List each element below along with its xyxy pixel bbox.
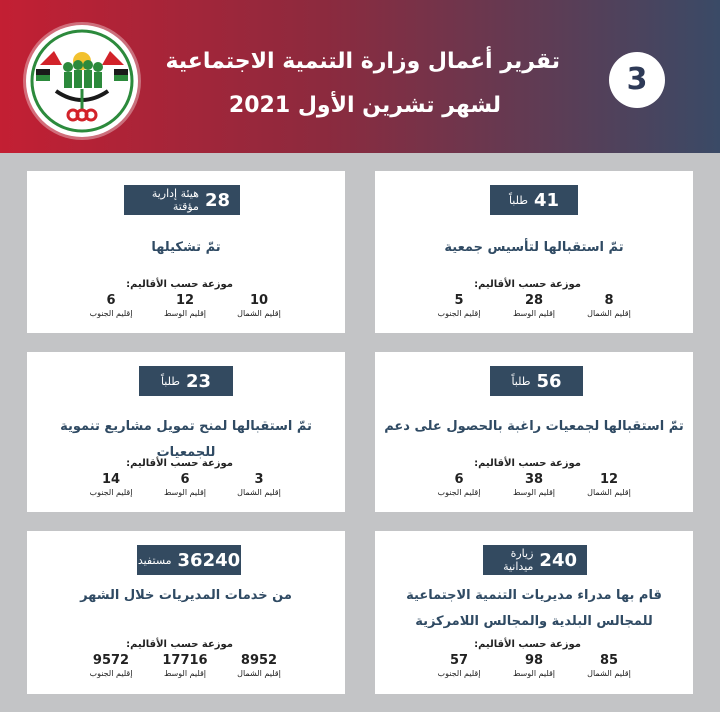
region-south bbox=[71, 472, 151, 498]
card-badge bbox=[137, 545, 241, 575]
distribution-label: موزعة حسب الأقاليم: bbox=[474, 458, 581, 469]
region-label: إقليم الجنوب bbox=[437, 309, 481, 318]
region-label: إقليم الجنوب bbox=[89, 669, 133, 678]
badge-unit: طلباً bbox=[511, 374, 531, 388]
card-support-requests bbox=[375, 352, 693, 512]
region-value: 98 bbox=[524, 653, 544, 668]
region-south bbox=[419, 653, 499, 679]
card-description: من خدمات المديريات خلال الشهر bbox=[80, 588, 292, 603]
region-value: 17716 bbox=[162, 653, 208, 668]
region-label: إقليم الشمال bbox=[237, 488, 281, 497]
region-value: 28 bbox=[524, 293, 544, 308]
distribution-label: موزعة حسب الأقاليم: bbox=[474, 279, 581, 290]
region-value: 12 bbox=[175, 293, 195, 308]
region-label: إقليم الوسط bbox=[163, 669, 207, 678]
distribution-label: موزعة حسب الأقاليم: bbox=[474, 639, 581, 650]
card-description: تمّ استقبالها لجمعيات راغبة بالحصول على دعم bbox=[384, 419, 684, 434]
region-north bbox=[569, 293, 649, 319]
header-banner bbox=[0, 0, 720, 153]
region-value: 14 bbox=[101, 472, 121, 487]
card-badge bbox=[124, 185, 240, 215]
distribution-label: موزعة حسب الأقاليم: bbox=[126, 458, 233, 469]
card-badge bbox=[139, 366, 233, 396]
region-value: 6 bbox=[180, 472, 190, 487]
region-value: 6 bbox=[454, 472, 464, 487]
region-value: 57 bbox=[449, 653, 469, 668]
badge-unit: طلباً bbox=[508, 193, 529, 207]
region-label: إقليم الشمال bbox=[237, 669, 281, 678]
page-number-badge: 3 bbox=[609, 52, 665, 108]
card-description: قام بها مدراء مديريات التنمية الاجتماعية للمجالس البلدية والمجالس اللامركزية bbox=[406, 588, 662, 629]
card-badge bbox=[490, 366, 583, 396]
region-north bbox=[219, 293, 299, 319]
region-label: إقليم الوسط bbox=[512, 309, 556, 318]
badge-unit: طلباً bbox=[160, 374, 181, 388]
region-center bbox=[494, 472, 574, 498]
region-label: إقليم الشمال bbox=[587, 488, 631, 497]
ministry-logo-icon bbox=[26, 25, 138, 137]
region-value: 12 bbox=[599, 472, 619, 487]
region-south bbox=[419, 293, 499, 319]
card-temporary-boards bbox=[27, 171, 345, 333]
region-label: إقليم الجنوب bbox=[89, 309, 133, 318]
card-beneficiaries bbox=[27, 531, 345, 694]
region-label: إقليم الوسط bbox=[163, 309, 207, 318]
region-label: إقليم الوسط bbox=[163, 488, 207, 497]
region-north bbox=[569, 653, 649, 679]
distribution-label: موزعة حسب الأقاليم: bbox=[126, 639, 233, 650]
region-value: 5 bbox=[454, 293, 464, 308]
region-north bbox=[219, 472, 299, 498]
card-badge bbox=[483, 545, 587, 575]
region-center bbox=[145, 653, 225, 679]
region-value: 6 bbox=[106, 293, 116, 308]
region-label: إقليم الشمال bbox=[587, 669, 631, 678]
region-north bbox=[219, 653, 299, 679]
region-center bbox=[494, 653, 574, 679]
region-value: 8952 bbox=[240, 653, 278, 668]
title-line-2: لشهر تشرين الأول 2021 bbox=[228, 93, 502, 118]
region-value: 3 bbox=[254, 472, 264, 487]
region-label: إقليم الجنوب bbox=[437, 669, 481, 678]
badge-number: 36240 bbox=[177, 549, 241, 571]
badge-number: 41 bbox=[534, 189, 560, 211]
badge-unit: زيارة ميدانية bbox=[503, 547, 534, 573]
region-label: إقليم الجنوب bbox=[437, 488, 481, 497]
region-value: 9572 bbox=[92, 653, 130, 668]
region-center bbox=[145, 293, 225, 319]
badge-number: 23 bbox=[186, 370, 212, 392]
badge-unit: مستفيد bbox=[137, 553, 172, 567]
card-description: تمّ استقبالها لمنح تمويل مشاريع تنموية للجمعيات bbox=[60, 419, 312, 460]
report-title bbox=[165, 40, 560, 128]
region-center bbox=[145, 472, 225, 498]
region-label: إقليم الشمال bbox=[587, 309, 631, 318]
region-value: 85 bbox=[599, 653, 619, 668]
region-south bbox=[419, 472, 499, 498]
region-value: 10 bbox=[249, 293, 269, 308]
card-description: تمّ استقبالها لتأسيس جمعية bbox=[444, 240, 624, 255]
region-value: 8 bbox=[604, 293, 614, 308]
badge-number: 28 bbox=[204, 189, 230, 211]
region-label: إقليم الجنوب bbox=[89, 488, 133, 497]
card-association-requests bbox=[375, 171, 693, 333]
region-north bbox=[569, 472, 649, 498]
card-field-visits bbox=[375, 531, 693, 694]
badge-number: 240 bbox=[539, 549, 577, 571]
region-label: إقليم الشمال bbox=[237, 309, 281, 318]
card-description: تمّ تشكيلها bbox=[151, 240, 221, 255]
title-line-1: تقرير أعمال وزارة التنمية الاجتماعية bbox=[165, 49, 560, 74]
region-south bbox=[71, 653, 151, 679]
region-south bbox=[71, 293, 151, 319]
badge-unit: هيئة إدارية مؤقتة bbox=[151, 187, 199, 213]
region-label: إقليم الوسط bbox=[512, 669, 556, 678]
distribution-label: موزعة حسب الأقاليم: bbox=[126, 279, 233, 290]
badge-number: 56 bbox=[536, 370, 562, 392]
card-project-funding-requests bbox=[27, 352, 345, 512]
region-value: 38 bbox=[524, 472, 544, 487]
region-center bbox=[494, 293, 574, 319]
card-badge bbox=[490, 185, 578, 215]
region-label: إقليم الوسط bbox=[512, 488, 556, 497]
